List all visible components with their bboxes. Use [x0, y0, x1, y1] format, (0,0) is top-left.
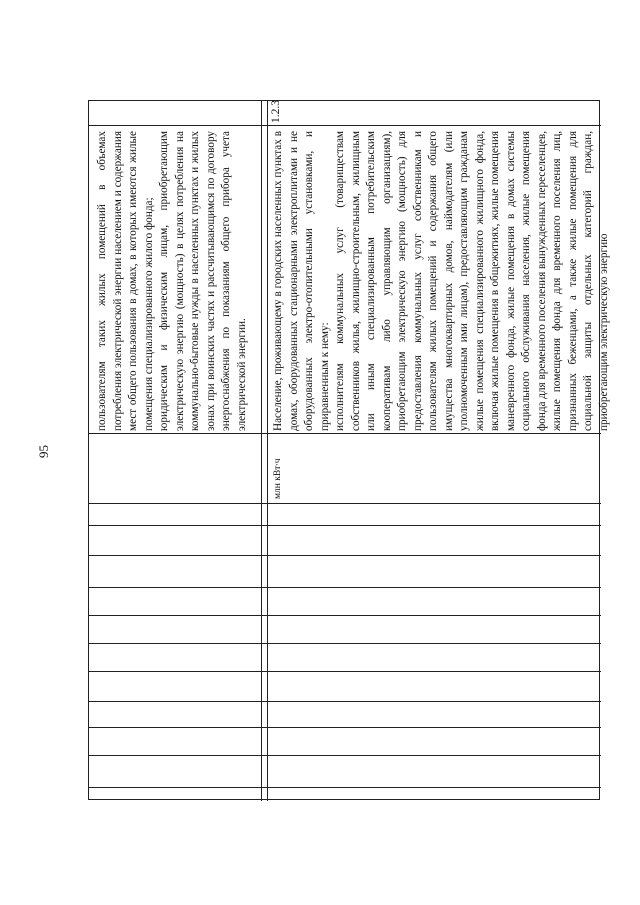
row-2-paragraph: Население, проживающему в городских населенных пунктах в домах, оборудованных стационарными электроплитами и не оборудованных электро-отопительными установками, и приравненным к нему: [272, 131, 331, 431]
table-row-1-text [95, 131, 250, 431]
table-column-divider [89, 643, 601, 644]
table-row-2-text [271, 131, 612, 431]
table-column-divider [89, 615, 601, 616]
table-column-divider [89, 701, 601, 702]
row-2-paragraph: исполнителям коммунальных услуг (товариществам собственников жилья, жилищно-строительным, жилищным или иным специализированным потребительским кооперативам либо управляющим организациям), приобретающим электрическую энергию (мощность) для предоставления коммунальных услуг собственникам и пользователям жилых помещений и содержания общего имущества многоквартирных домов, наймодателям (или уполномоченным ими лицам), предоставляющим гражданам жилые помещения специализированного жилищного фонда, включая жилые помещения в общежитиях, жилые помещения маневренного фонда, жилые помещения в домах системы социального обслуживания населения, жилые помещения фонда для временного поселения вынужденных переселенцев, жилые помещения фонда для временного поселения лиц, признанных беженцами, а также жилые помещения для социальной защиты отдельных категорий граждан, приобретающим электрическую энергию [334, 131, 610, 431]
table-row-divider [267, 101, 268, 801]
table-column-divider [89, 787, 601, 788]
data-table [88, 100, 610, 800]
table-row-2-number: 1.2.3 [270, 100, 282, 123]
table-row-divider [261, 101, 262, 801]
page-number: 95 [36, 445, 51, 458]
table-column-divider [89, 503, 601, 504]
table-row-2-unit: млн кВт∙ч [273, 458, 283, 499]
table-column-divider [89, 125, 601, 126]
table-column-divider [89, 525, 601, 526]
table-column-divider [89, 671, 601, 672]
table-column-divider [89, 433, 601, 434]
table-column-divider [89, 587, 601, 588]
row-1-paragraph: пользователям таких жилых помещений в объемах потребления электрической энергии населением и содержания мест общего пользования в домах, в которых имеются жилые помещения специализированного жилого фонда; [96, 131, 155, 431]
table-column-divider [89, 555, 601, 556]
table-column-divider [89, 755, 601, 756]
row-1-paragraph: юридическим и физическим лицам, приобретающим электрическую энергию (мощность) в целях потребления на коммунально-бытовые нужды в населенных пунктах и жилых зонах при воинских частях и рассчитывающимся по договору энергоснабжения по показаниям общего прибора учета электрической энергии. [158, 131, 248, 431]
table-column-divider [89, 727, 601, 728]
